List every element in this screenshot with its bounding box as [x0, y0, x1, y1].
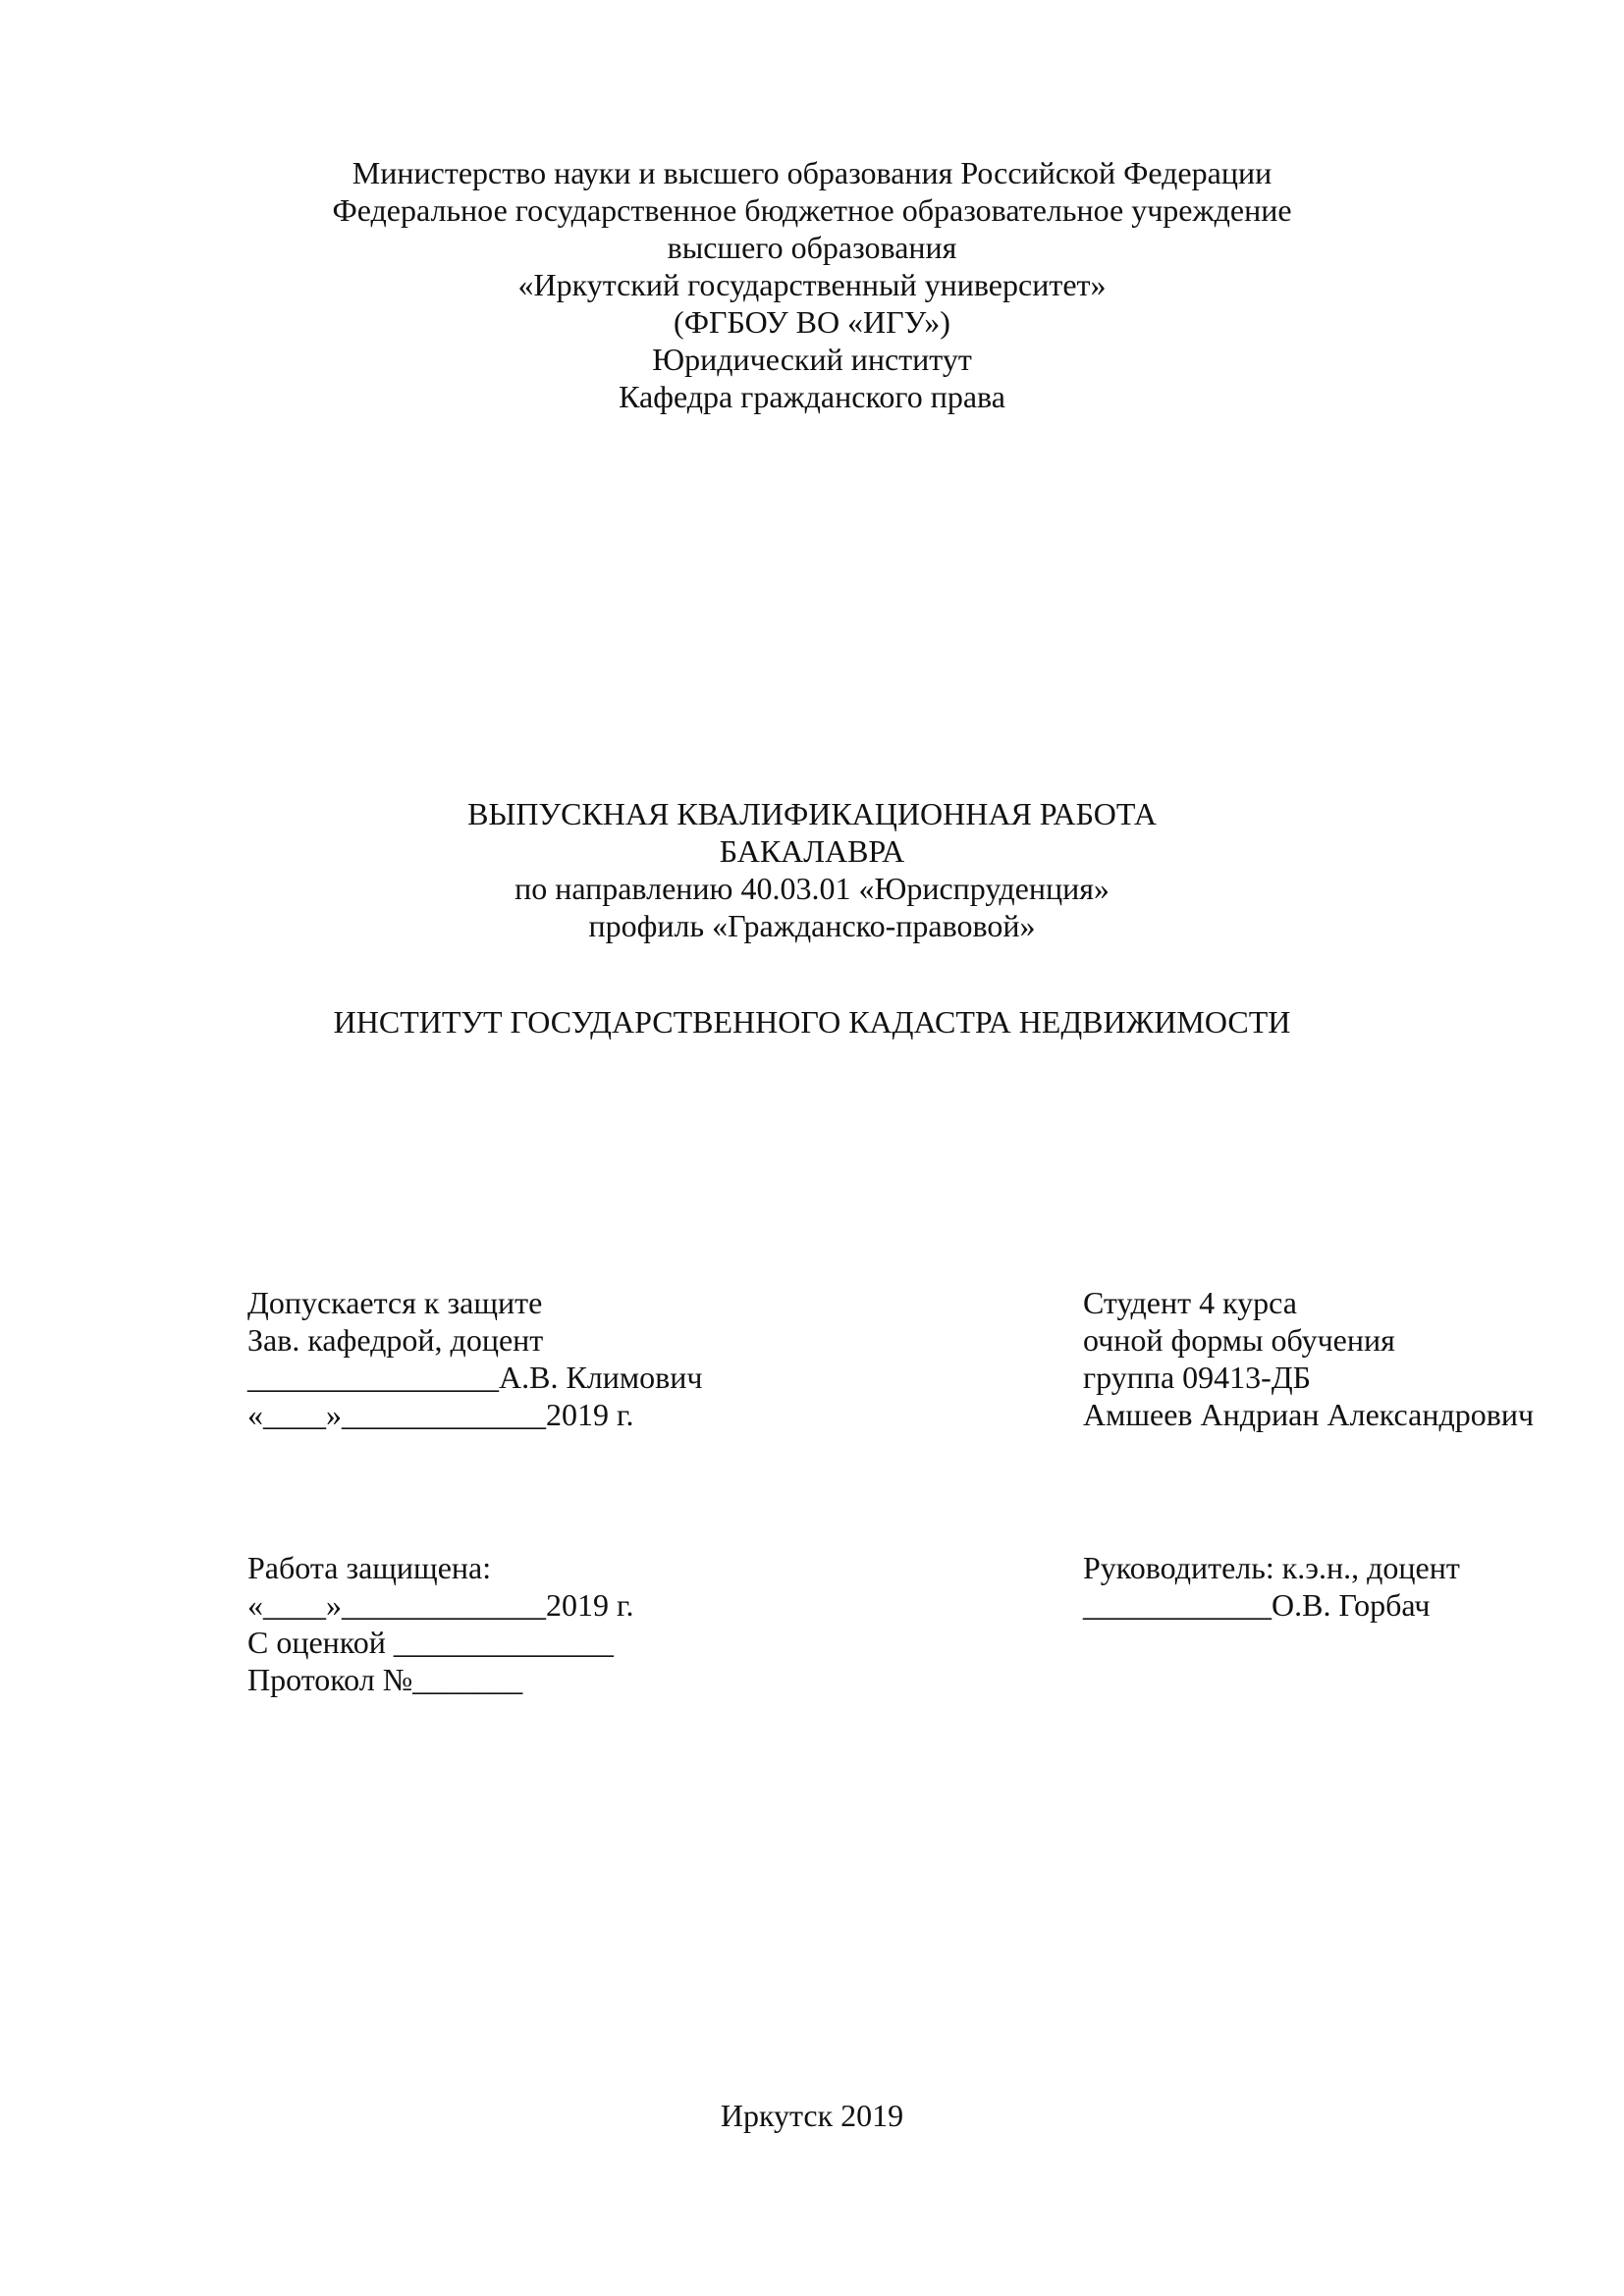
defense-grade-line: С оценкой ______________	[247, 1625, 614, 1660]
admission-signature-line: ________________А.В. Климович	[247, 1360, 703, 1395]
city-year: Иркутск 2019	[720, 2098, 904, 2133]
work-title-block	[0, 795, 1624, 944]
institute-name: Юридический институт	[652, 342, 972, 377]
thesis-topic: ИНСТИТУТ ГОСУДАРСТВЕННОГО КАДАСТРА НЕДВИЖИМОСТИ	[333, 1004, 1291, 1040]
study-profile: профиль «Гражданско-правовой»	[588, 908, 1036, 943]
topic-block	[0, 1003, 1624, 1041]
defense-line-1: Работа защищена:	[247, 1550, 492, 1585]
ministry-line: Министерство науки и высшего образования Российской Федерации	[352, 155, 1272, 190]
student-study-form: очной формы обучения	[1083, 1322, 1395, 1358]
header-block	[0, 154, 1624, 415]
defense-block	[247, 1549, 634, 1698]
work-type-line-1: ВЫПУСКНАЯ КВАЛИФИКАЦИОННАЯ РАБОТА	[467, 796, 1157, 831]
university-abbreviation: (ФГБОУ ВО «ИГУ»)	[674, 304, 950, 340]
supervisor-title: Руководитель: к.э.н., доцент	[1083, 1550, 1460, 1585]
university-name: «Иркутский государственный университет»	[517, 267, 1107, 302]
institution-line-2: высшего образования	[667, 230, 957, 265]
work-type-line-2: БАКАЛАВРА	[719, 833, 905, 869]
institution-line-1: Федеральное государственное бюджетное образовательное учреждение	[332, 192, 1292, 228]
study-direction: по направлению 40.03.01 «Юриспруденция»	[514, 871, 1110, 906]
admission-line-2: Зав. кафедрой, доцент	[247, 1322, 544, 1358]
supervisor-block	[1083, 1549, 1460, 1624]
admission-date-line: «____»_____________2019 г.	[247, 1397, 634, 1432]
admission-block	[247, 1284, 702, 1433]
supervisor-signature-line: ____________О.В. Горбач	[1083, 1587, 1431, 1623]
admission-line-1: Допускается к защите	[247, 1285, 543, 1320]
student-group: группа 09413-ДБ	[1083, 1360, 1312, 1395]
department-name: Кафедра гражданского права	[619, 379, 1005, 414]
defense-protocol-line: Протокол №_______	[247, 1662, 523, 1697]
student-block	[1083, 1284, 1534, 1433]
student-course: Студент 4 курса	[1083, 1285, 1297, 1320]
footer-block	[0, 2097, 1624, 2134]
defense-date-line: «____»_____________2019 г.	[247, 1587, 634, 1623]
student-name: Амшеев Андриан Александрович	[1083, 1397, 1535, 1432]
